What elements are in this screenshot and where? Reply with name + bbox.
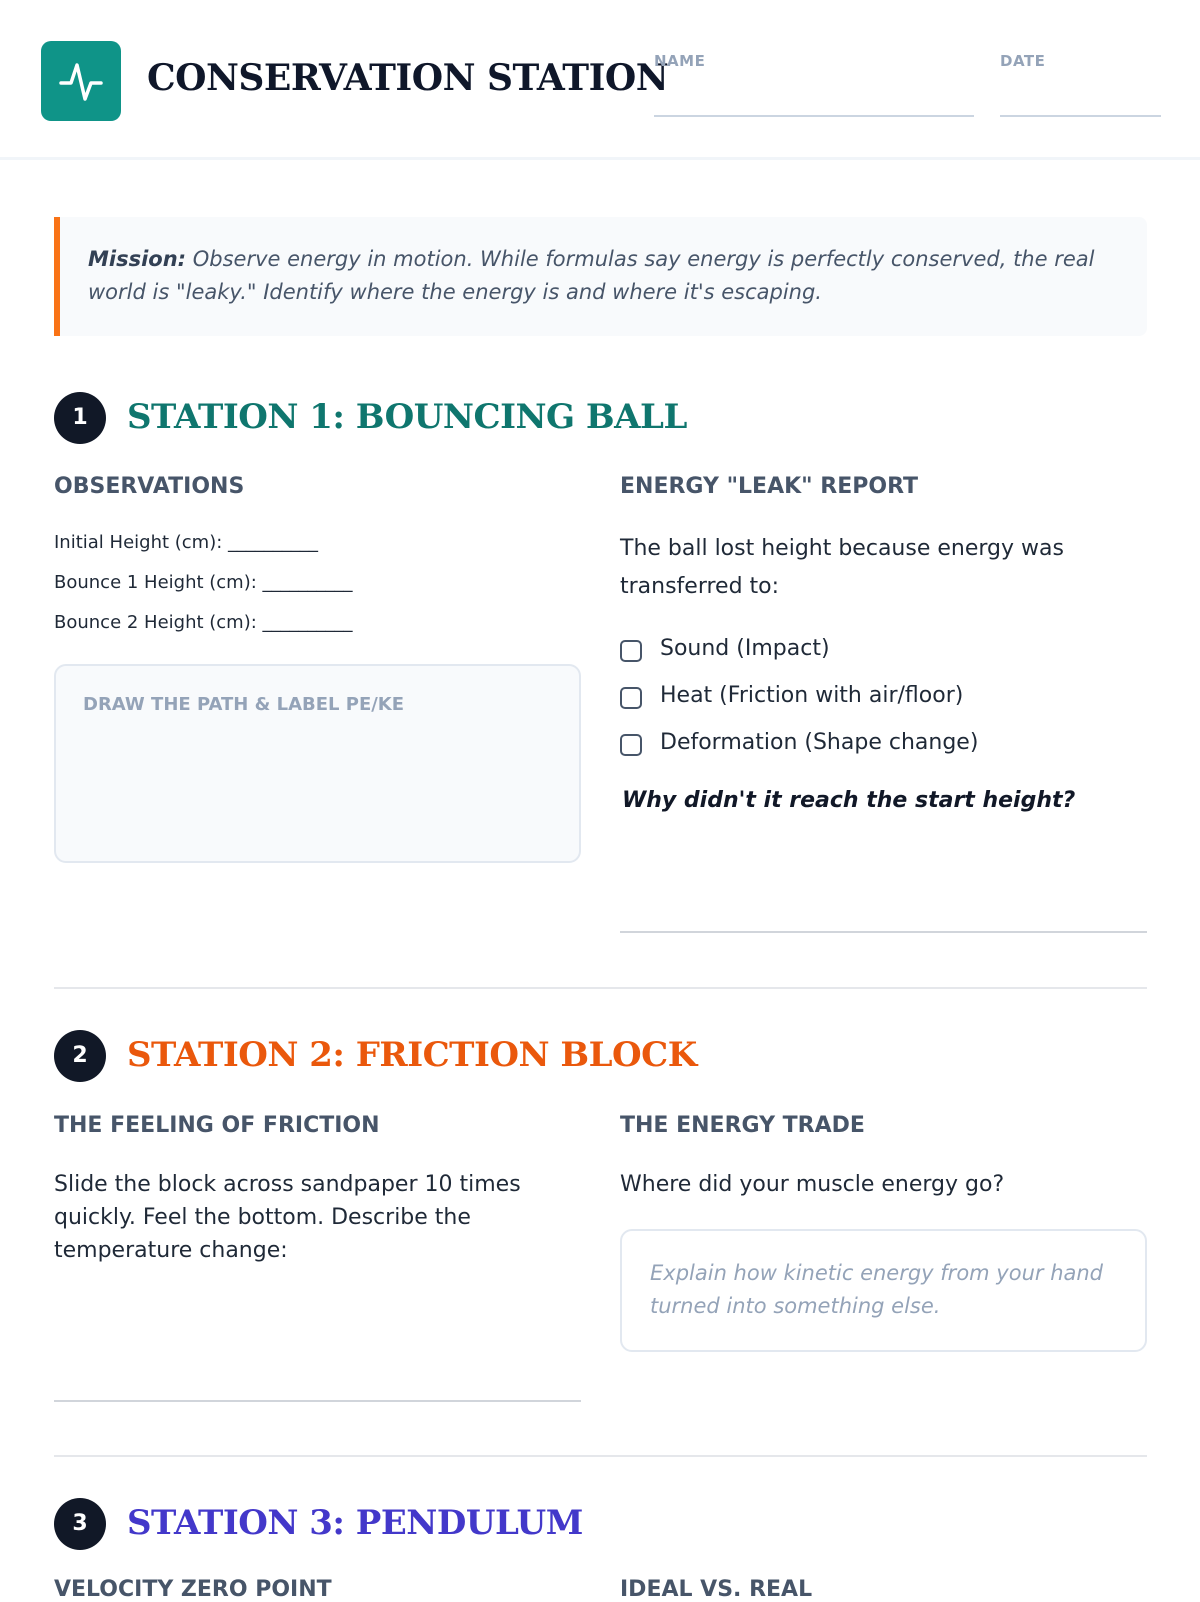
pulse-icon	[41, 41, 121, 121]
name-field[interactable]	[654, 115, 974, 117]
observation-initial-height[interactable]: Initial Height (cm): __________	[54, 532, 319, 553]
velocity-zero-heading: VELOCITY ZERO POINT	[54, 1577, 332, 1602]
temperature-answer-line[interactable]	[54, 1400, 581, 1402]
checkbox[interactable]	[620, 687, 642, 709]
energy-trade-answer-box[interactable]: Explain how kinetic energy from your hand turned into something else.	[620, 1229, 1147, 1352]
date-field[interactable]	[1000, 115, 1161, 117]
mission-callout	[54, 217, 1147, 336]
energy-trade-question: Where did your muscle energy go?	[620, 1172, 1005, 1197]
observation-bounce-2-height[interactable]: Bounce 2 Height (cm): __________	[54, 612, 353, 633]
leak-intro-text: The ball lost height because energy was transferred to:	[620, 536, 1064, 599]
energy-leak-heading: ENERGY "LEAK" REPORT	[620, 474, 919, 499]
station-1-badge: 1	[54, 392, 106, 444]
friction-instructions: Slide the block across sandpaper 10 times quickly. Feel the bottom. Describe the temperature change:	[54, 1172, 521, 1263]
friction-feeling-heading: THE FEELING OF FRICTION	[54, 1113, 380, 1138]
station-3-badge: 3	[54, 1498, 106, 1550]
energy-trade-heading: THE ENERGY TRADE	[620, 1113, 865, 1138]
checkbox-label: Deformation (Shape change)	[660, 730, 979, 755]
checkbox[interactable]	[620, 734, 642, 756]
date-label: DATE	[1000, 52, 1046, 70]
why-question: Why didn't it reach the start height?	[622, 788, 1076, 813]
why-answer-line[interactable]	[620, 931, 1147, 933]
station-1-title: STATION 1: BOUNCING BALL	[127, 397, 687, 437]
draw-box-label: DRAW THE PATH & LABEL PE/KE	[83, 694, 405, 715]
observations-heading: OBSERVATIONS	[54, 474, 245, 499]
station-2-title: STATION 2: FRICTION BLOCK	[127, 1035, 697, 1075]
checkbox-label: Heat (Friction with air/floor)	[660, 683, 964, 708]
mission-label: Mission:	[88, 247, 187, 271]
ideal-vs-real-heading: IDEAL VS. REAL	[620, 1577, 813, 1602]
section-divider	[54, 1455, 1147, 1457]
mission-text: Observe energy in motion. While formulas say energy is perfectly conserved, the real world is "leaky." Identify where the energy is and where it's escaping.	[88, 247, 1095, 304]
observation-bounce-1-height[interactable]: Bounce 1 Height (cm): __________	[54, 572, 353, 593]
section-divider	[54, 987, 1147, 989]
checkbox[interactable]	[620, 640, 642, 662]
station-3-title: STATION 3: PENDULUM	[127, 1503, 583, 1543]
checkbox-label: Sound (Impact)	[660, 636, 830, 661]
name-label: NAME	[654, 52, 706, 70]
worksheet-header	[0, 0, 1200, 160]
worksheet-title: CONSERVATION STATION	[147, 57, 669, 99]
station-2-badge: 2	[54, 1030, 106, 1082]
draw-path-box[interactable]	[54, 664, 581, 863]
